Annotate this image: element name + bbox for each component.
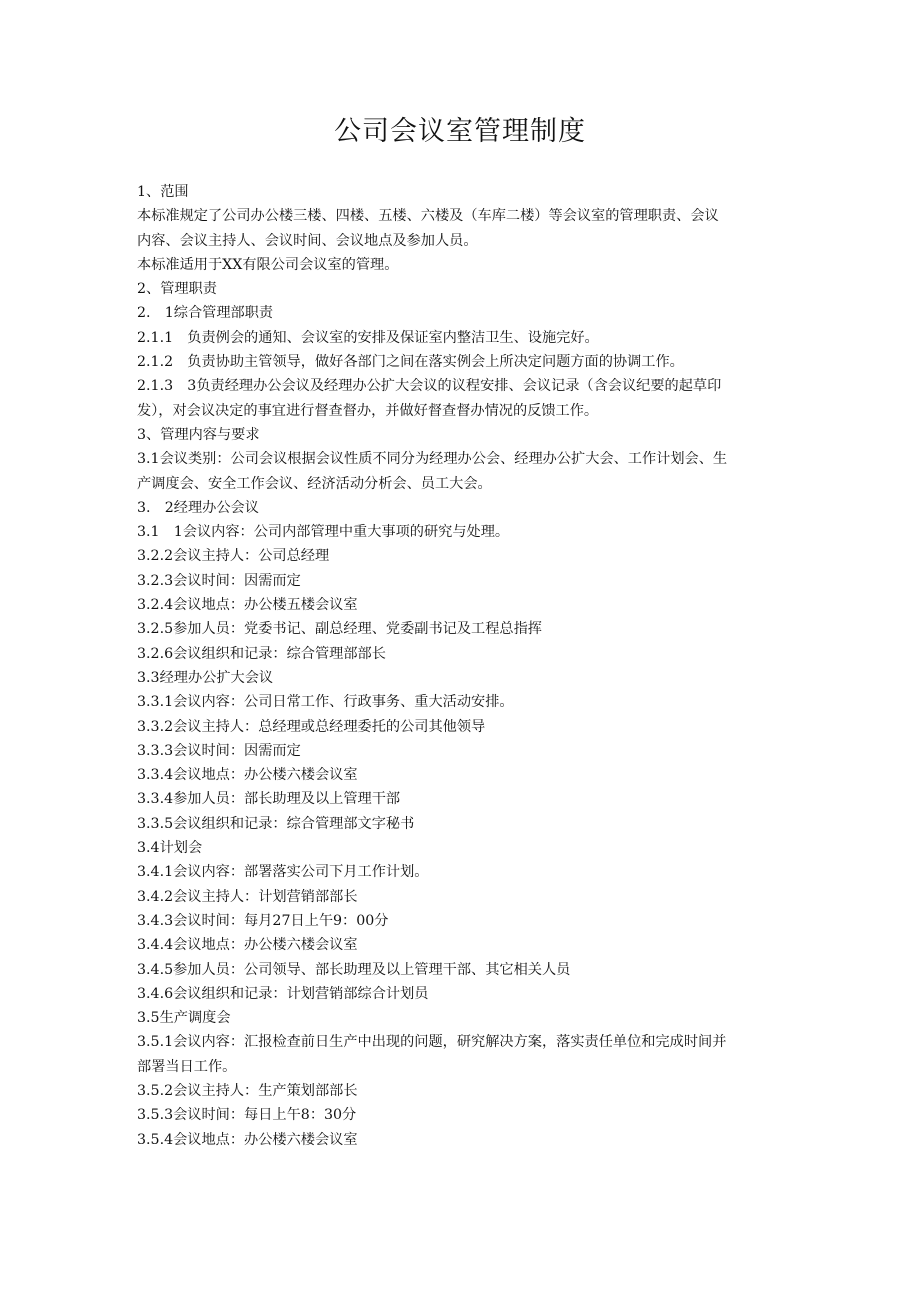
clause-line: 发），对会议决定的事宜进行督查督办，并做好督查督办情况的反馈工作。 xyxy=(137,402,599,419)
subsection-heading: 2. 1综合管理部职责 xyxy=(137,305,274,322)
clause-line: 3.5.2会议主持人：生产策划部部长 xyxy=(137,1082,358,1099)
clause-line: 3.4.6会议组织和记录：计划营销部综合计划员 xyxy=(137,985,429,1002)
clause-line: 3.1会议类别：公司会议根据会议性质不同分为经理办公会、经理办公扩大会、工作计划会、生 xyxy=(137,451,728,468)
section-heading: 3、管理内容与要求 xyxy=(137,426,260,443)
clause-line: 3.1 1会议内容：公司内部管理中重大事项的研究与处理。 xyxy=(137,524,510,541)
clause-line: 3.2.4会议地点：办公楼五楼会议室 xyxy=(137,597,358,614)
clause-line: 2.1.3 3负责经理办公会议及经理办公扩大会议的议程安排、会议记录（含会议纪要的起草印 xyxy=(137,378,722,395)
section-heading: 2、管理职责 xyxy=(137,281,217,298)
clause-line: 3.3.5会议组织和记录：综合管理部文字秘书 xyxy=(137,815,415,832)
clause-line: 3.5.3会议时间：每日上午8：30分 xyxy=(137,1107,357,1124)
paragraph-line: 内容、会议主持人、会议时间、会议地点及参加人员。 xyxy=(137,232,478,249)
subsection-heading: 3.5生产调度会 xyxy=(137,1010,231,1027)
clause-line: 3.4.5参加人员：公司领导、部长助理及以上管理干部、其它相关人员 xyxy=(137,961,571,978)
subsection-heading: 3.3经理办公扩大会议 xyxy=(137,669,274,686)
clause-line: 3.4.4会议地点：办公楼六楼会议室 xyxy=(137,937,358,954)
subsection-heading: 3. 2经理办公会议 xyxy=(137,499,259,516)
clause-line: 3.2.2会议主持人：公司总经理 xyxy=(137,548,330,565)
clause-line: 3.3.1会议内容：公司日常工作、行政事务、重大活动安排。 xyxy=(137,694,514,711)
clause-line: 部署当日工作。 xyxy=(137,1058,237,1075)
clause-line: 3.2.5参加人员：党委书记、副总经理、党委副书记及工程总指挥 xyxy=(137,621,542,638)
clause-line: 产调度会、安全工作会议、经济活动分析会、员工大会。 xyxy=(137,475,492,492)
clause-line: 3.3.2会议主持人：总经理或总经理委托的公司其他领导 xyxy=(137,718,486,735)
clause-line: 3.4.3会议时间：每月27日上午9：00分 xyxy=(137,912,389,929)
clause-line: 3.5.4会议地点：办公楼六楼会议室 xyxy=(137,1131,358,1148)
clause-line: 3.4.1会议内容：部署落实公司下月工作计划。 xyxy=(137,864,429,881)
clause-line: 2.1.1 负责例会的通知、会议室的安排及保证室内整洁卫生、设施完好。 xyxy=(137,329,599,346)
subsection-heading: 3.4计划会 xyxy=(137,840,203,857)
clause-line: 3.2.3会议时间：因需而定 xyxy=(137,572,301,589)
paragraph-line: 本标准规定了公司办公楼三楼、四楼、五楼、六楼及（车库二楼）等会议室的管理职责、会议 xyxy=(137,208,719,225)
clause-line: 3.3.3会议时间：因需而定 xyxy=(137,742,301,759)
document-title: 公司会议室管理制度 xyxy=(334,116,586,147)
clause-line: 3.3.4会议地点：办公楼六楼会议室 xyxy=(137,767,358,784)
paragraph-line: 本标准适用于XX有限公司会议室的管理。 xyxy=(137,256,399,273)
clause-line: 3.3.4参加人员：部长助理及以上管理干部 xyxy=(137,791,401,808)
clause-line: 3.4.2会议主持人：计划营销部部长 xyxy=(137,888,358,905)
document-body xyxy=(137,180,785,1152)
clause-line: 2.1.2 负责协助主管领导，做好各部门之间在落实例会上所决定问题方面的协调工作。 xyxy=(137,354,684,371)
clause-line: 3.2.6会议组织和记录：综合管理部部长 xyxy=(137,645,386,662)
clause-line: 3.5.1会议内容：汇报检查前日生产中出现的问题，研究解决方案，落实责任单位和完成时间并 xyxy=(137,1034,727,1051)
section-heading: 1、范围 xyxy=(137,184,189,200)
